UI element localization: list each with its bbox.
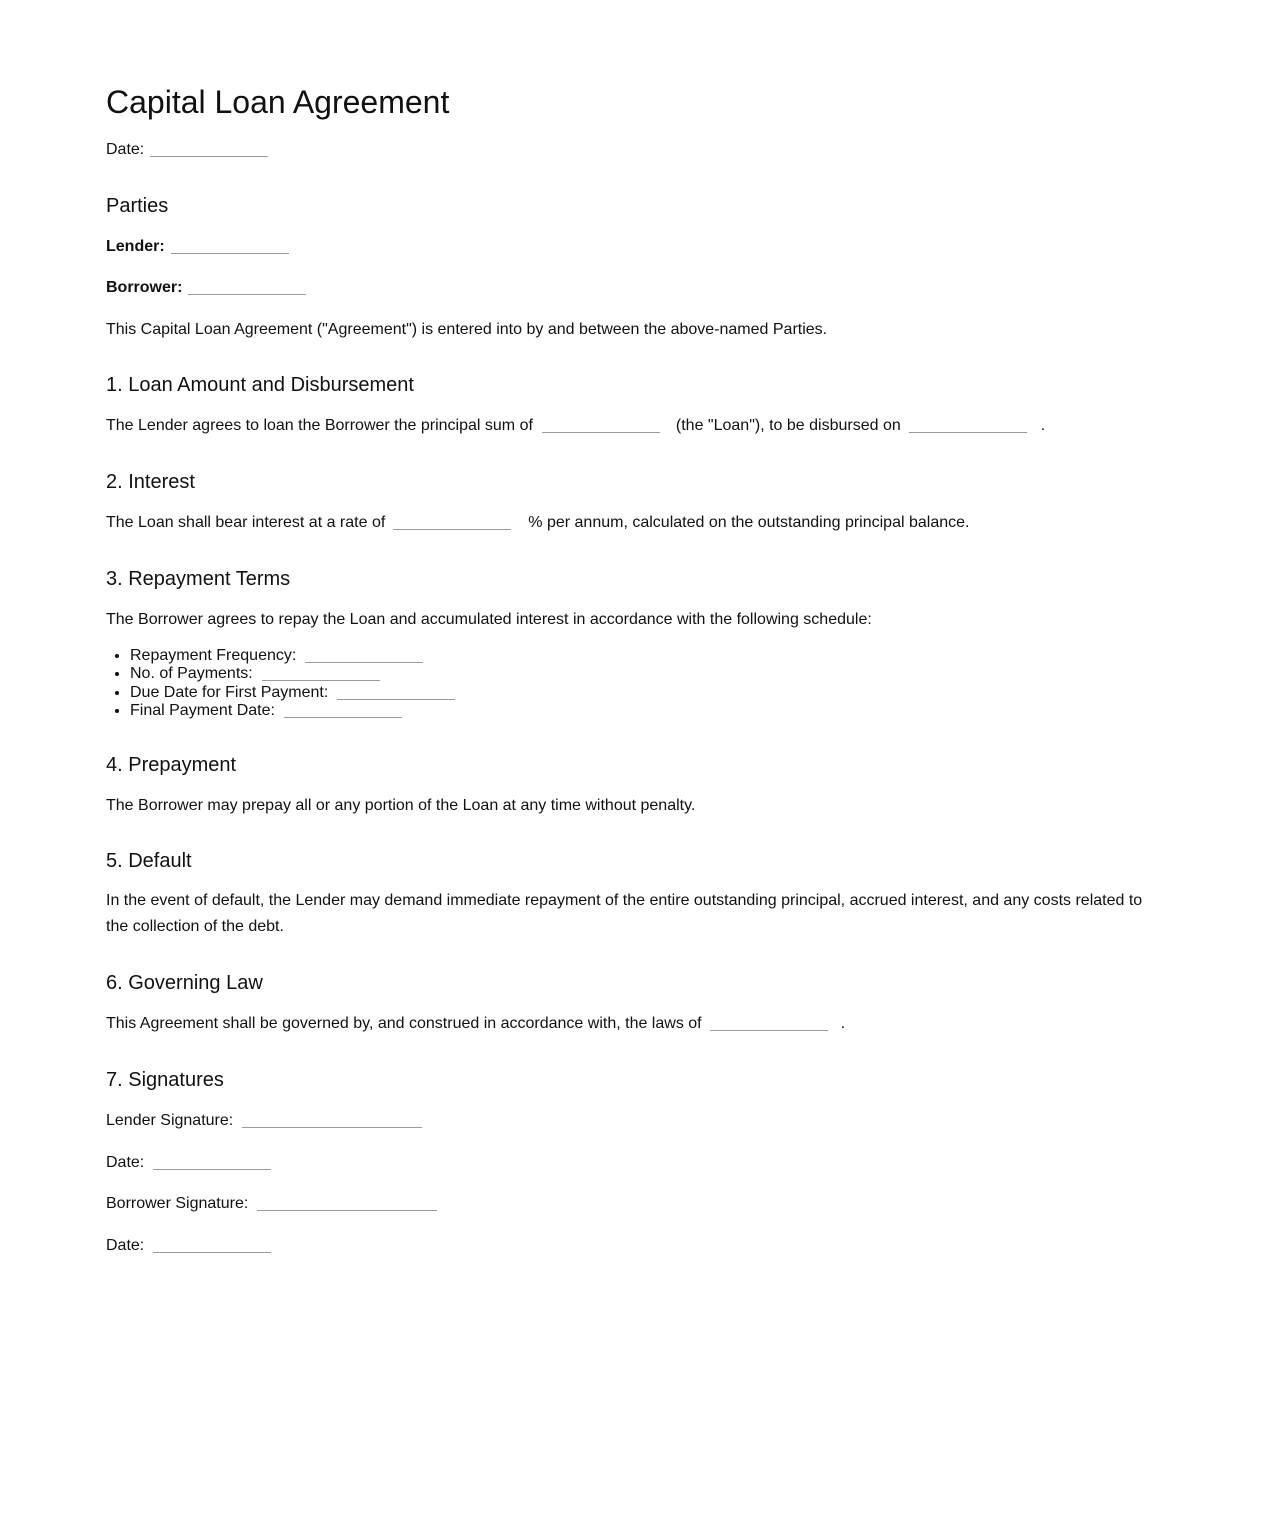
section4-heading: 4. Prepayment: [106, 754, 237, 776]
section1-heading: 1. Loan Amount and Disbursement: [106, 374, 414, 396]
repayment-schedule-list: [106, 647, 455, 720]
borrower-blank[interactable]: [188, 293, 306, 295]
final-payment-date-blank[interactable]: [284, 716, 402, 718]
borrower-date-blank[interactable]: [153, 1251, 271, 1253]
section1-text: [106, 416, 1045, 436]
interest-rate-blank[interactable]: [393, 528, 511, 530]
list-item: [130, 684, 455, 702]
lender-date-blank[interactable]: [153, 1168, 271, 1170]
number-of-payments-label: No. of Payments:: [130, 665, 253, 683]
lender-date-row: [106, 1153, 271, 1173]
date-blank[interactable]: [150, 155, 268, 157]
parties-intro: This Capital Loan Agreement ("Agreement") is entered into by and between the above-named Parties.: [106, 321, 828, 338]
list-item: [130, 702, 455, 720]
section2-heading: 2. Interest: [106, 471, 195, 493]
borrower-label: Borrower:: [106, 279, 183, 296]
first-payment-date-label: Due Date for First Payment:: [130, 683, 329, 701]
lender-row: [106, 237, 289, 257]
lender-signature-label: Lender Signature:: [106, 1112, 234, 1129]
final-payment-date-label: Final Payment Date:: [130, 701, 275, 719]
lender-date-label: Date:: [106, 1154, 145, 1171]
borrower-signature-label: Borrower Signature:: [106, 1195, 249, 1212]
section6-text-before: This Agreement shall be governed by, and construed in accordance with, the laws of: [106, 1015, 702, 1032]
document-title: Capital Loan Agreement: [106, 84, 450, 120]
lender-label: Lender:: [106, 238, 165, 255]
repayment-frequency-label: Repayment Frequency:: [130, 647, 297, 664]
parties-heading: Parties: [106, 195, 169, 217]
list-item: [130, 647, 455, 665]
lender-blank[interactable]: [171, 252, 289, 254]
section6-heading: 6. Governing Law: [106, 972, 263, 994]
section2-text-after: % per annum, calculated on the outstanding principal balance.: [528, 514, 970, 531]
section1-text-middle: (the "Loan"), to be disbursed on: [675, 417, 901, 434]
borrower-date-label: Date:: [106, 1237, 145, 1254]
section4-text: The Borrower may prepay all or any portion of the Loan at any time without penalty.: [106, 797, 696, 814]
number-of-payments-blank[interactable]: [262, 679, 380, 681]
section5-text: In the event of default, the Lender may demand immediate repayment of the entire outstanding principal, accrued interest, and any costs related to the collection of the debt.: [106, 892, 1143, 935]
disbursement-date-blank[interactable]: [909, 431, 1027, 433]
borrower-signature-blank[interactable]: [257, 1209, 437, 1211]
repayment-frequency-blank[interactable]: [305, 661, 423, 663]
section5-heading: 5. Default: [106, 850, 192, 872]
lender-signature-row: [106, 1111, 422, 1131]
date-label: Date:: [106, 141, 145, 158]
section1-text-after: .: [1040, 417, 1046, 434]
section1-text-before: The Lender agrees to loan the Borrower the principal sum of: [106, 417, 533, 434]
section7-heading: 7. Signatures: [106, 1069, 224, 1091]
section3-intro: The Borrower agrees to repay the Loan and accumulated interest in accordance with the following schedule:: [106, 611, 872, 628]
borrower-date-row: [106, 1236, 271, 1256]
section3-heading: 3. Repayment Terms: [106, 568, 291, 590]
first-payment-date-blank[interactable]: [337, 698, 455, 700]
lender-signature-blank[interactable]: [242, 1126, 422, 1128]
list-item: [130, 665, 455, 683]
section6-text: [106, 1014, 845, 1034]
borrower-row: [106, 278, 306, 298]
governing-law-blank[interactable]: [710, 1029, 828, 1031]
section6-text-after: .: [840, 1015, 846, 1032]
principal-sum-blank[interactable]: [542, 431, 660, 433]
section2-text-before: The Loan shall bear interest at a rate of: [106, 514, 386, 531]
borrower-signature-row: [106, 1194, 437, 1214]
section2-text: [106, 513, 969, 533]
date-row: [106, 140, 268, 160]
